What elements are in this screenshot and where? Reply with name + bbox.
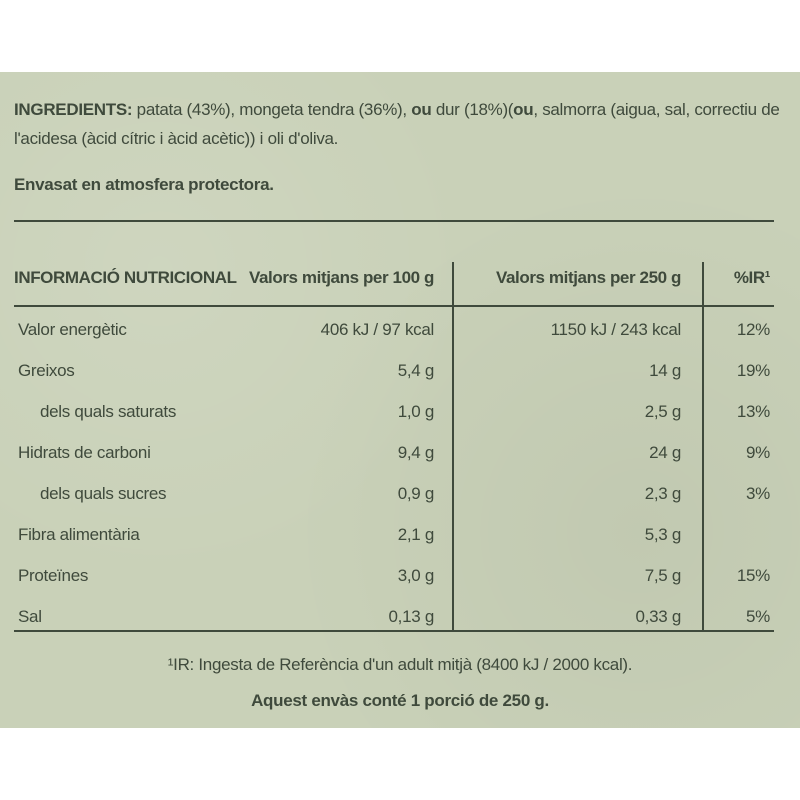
nutrient-name: Hidrats de carboni (18, 443, 151, 462)
table-bottom-divider (14, 630, 774, 632)
value-per-100g: 9,4 g (397, 443, 434, 462)
table-row (0, 361, 800, 401)
value-per-100g: 1,0 g (397, 402, 434, 421)
table-row (0, 566, 800, 606)
ingredients-text (14, 95, 784, 153)
nutrient-name: Valor energètic (18, 320, 127, 339)
ingredients-part-1: patata (43%), mongeta tendra (36%), (132, 100, 412, 119)
table-row (0, 402, 800, 442)
header-ir-percent: %IR¹ (733, 268, 770, 287)
value-per-100g: 0,13 g (388, 607, 434, 626)
allergen-egg-2: ou (513, 100, 534, 119)
nutrient-name: dels quals sucres (40, 484, 167, 503)
value-ir-percent: 5% (746, 607, 770, 626)
header-per-100g: Valors mitjans per 100 g (248, 268, 434, 287)
nutrient-name: Fibra alimentària (18, 525, 140, 544)
nutrient-name: dels quals saturats (40, 402, 177, 421)
value-per-100g: 0,9 g (397, 484, 434, 503)
value-ir-percent: 15% (736, 566, 770, 585)
value-ir-percent: 19% (736, 361, 770, 380)
value-per-250g: 7,5 g (644, 566, 681, 585)
value-per-250g: 24 g (649, 443, 681, 462)
value-per-100g: 2,1 g (397, 525, 434, 544)
nutrient-name: Greixos (18, 361, 75, 380)
table-row (0, 525, 800, 565)
value-ir-percent: 13% (736, 402, 770, 421)
value-per-250g: 0,33 g (635, 607, 681, 626)
reference-intake-footnote: ¹IR: Ingesta de Referència d'un adult mitjà (8400 kJ / 2000 kcal). (167, 655, 633, 674)
header-per-250g: Valors mitjans per 250 g (495, 268, 681, 287)
allergen-egg-1: ou (411, 100, 432, 119)
product-label-panel (0, 72, 800, 728)
value-per-250g: 5,3 g (644, 525, 681, 544)
nutrient-name: Proteïnes (18, 566, 89, 585)
table-row (0, 443, 800, 483)
value-per-100g: 3,0 g (397, 566, 434, 585)
value-ir-percent: 12% (736, 320, 770, 339)
packaging-statement: Envasat en atmosfera protectora. (14, 175, 274, 194)
table-header-divider (14, 305, 774, 307)
ingredients-part-2: dur (18%)( (431, 100, 514, 119)
value-per-250g: 1150 kJ / 243 kcal (550, 320, 681, 339)
value-per-250g: 2,3 g (644, 484, 681, 503)
ingredients-part-3: , salmorra (aigua, sal, correctiu de l'acidesa (àcid cítric i àcid acètic)) i oli d'oliva. (14, 100, 780, 148)
table-row (0, 320, 800, 360)
value-per-100g: 5,4 g (397, 361, 434, 380)
value-per-250g: 14 g (649, 361, 681, 380)
value-ir-percent: 9% (746, 443, 770, 462)
table-row (0, 607, 800, 629)
section-divider (14, 220, 774, 222)
nutrition-table-title: INFORMACIÓ NUTRICIONAL (14, 268, 237, 287)
value-ir-percent: 3% (746, 484, 770, 503)
value-per-250g: 2,5 g (644, 402, 681, 421)
serving-statement: Aquest envàs conté 1 porció de 250 g. (251, 691, 549, 710)
nutrient-name: Sal (18, 607, 42, 626)
ingredients-heading: INGREDIENTS: (14, 100, 133, 119)
table-row (0, 484, 800, 524)
value-per-100g: 406 kJ / 97 kcal (320, 320, 434, 339)
